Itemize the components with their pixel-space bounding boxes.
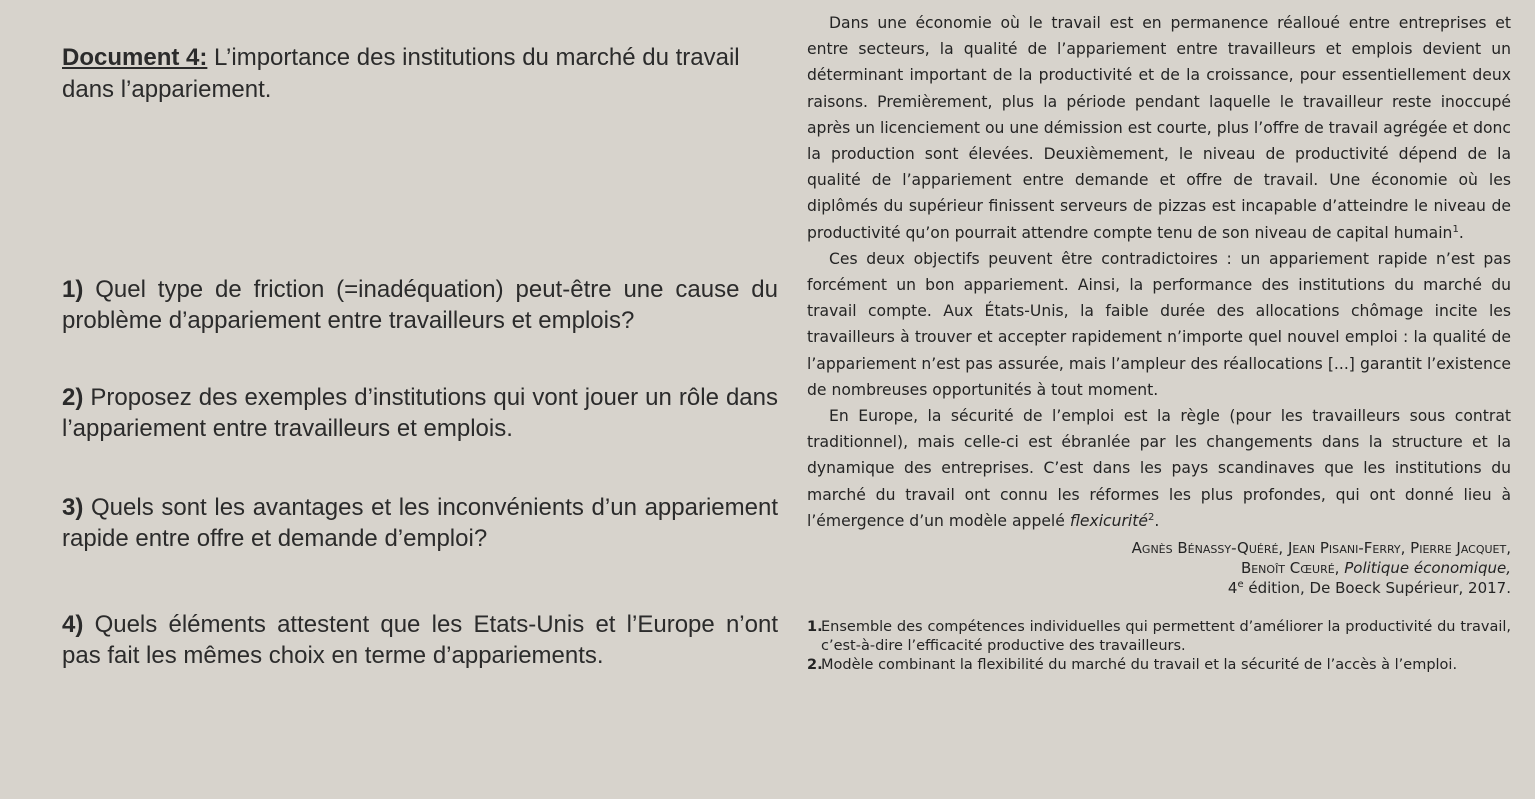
question-number: 1) bbox=[62, 276, 84, 303]
paragraph-text: En Europe, la sécurité de l’emploi est la règle (pour les travailleurs sous contrat traditionnel), mais celle-ci est ébranlée par les changements dans la structure et la dynamique des entreprises. C’est dans les pays scandinaves que les institutions du marché du travail ont connu les réformes les plus profondes, qui ont donné lieu à l’émergence d’un modèle appelé bbox=[807, 407, 1511, 530]
question-2 bbox=[62, 382, 778, 444]
footnote-number: 1. bbox=[807, 619, 823, 636]
paragraph-end: . bbox=[1154, 511, 1160, 530]
citation-book-title: Politique économique, bbox=[1344, 559, 1511, 578]
citation-edition bbox=[807, 578, 1511, 598]
question-text: Quels sont les avantages et les inconvénients d’un appariement rapide entre offre et demande d’emploi? bbox=[62, 494, 778, 552]
citation-book-line bbox=[807, 558, 1511, 578]
footnote-text: Modèle combinant la flexibilité du marché du travail et la sécurité de l’accès à l’emploi. bbox=[821, 657, 1458, 674]
edition-sup: e bbox=[1237, 579, 1244, 591]
question-number: 2) bbox=[62, 384, 84, 411]
question-text: Quel type de friction (=inadéquation) peut-être une cause du problème d’appariement entre travailleurs et emplois? bbox=[62, 276, 778, 334]
footnotes bbox=[807, 618, 1511, 675]
document-title: L’importance des institutions du marché du travail dans l’appariement. bbox=[62, 44, 740, 103]
document-heading bbox=[62, 42, 778, 106]
edition-number: 4 bbox=[1227, 579, 1238, 598]
question-text: Proposez des exemples d’institutions qui vont jouer un rôle dans l’appariement entre travailleurs et emplois. bbox=[62, 384, 778, 442]
citation-authors: Agnès Bénassy-Quéré, Jean Pisani-Ferry, Pierre Jacquet, bbox=[1131, 539, 1511, 558]
article-paragraph-1 bbox=[807, 10, 1511, 246]
footnote-2 bbox=[807, 656, 1511, 675]
document-label: Document 4: bbox=[62, 44, 208, 71]
footnote-1 bbox=[807, 618, 1511, 656]
question-3 bbox=[62, 492, 778, 554]
flexicurity-term: flexicurité bbox=[1069, 511, 1148, 530]
article-column bbox=[807, 10, 1511, 675]
paragraph-end: . bbox=[1458, 223, 1464, 242]
paragraph-text: Dans une économie où le travail est en permanence réalloué entre entreprises et entre secteurs, la qualité de l’appariement entre travailleurs et emplois devient un déterminant important de la productivité et de la croissance, pour essentiellement deux raisons. Premièrement, plus la période pendant laquelle le travailleur reste inoccupé après un licenciement ou une démission est courte, plus l’offre de travail agrégée et donc la production sont élevées. Deuxièmement, le niveau de productivité dépend de la qualité de l’appariement entre demande et offre de travail. Une économie où les diplômés du supérieur finissent serveurs de pizzas est incapable d’atteindre le niveau de productivité qu’on pourrait attendre compte tenu de son niveau de capital humain bbox=[807, 14, 1511, 242]
question-4 bbox=[62, 609, 778, 671]
article-paragraph-2: Ces deux objectifs peuvent être contradictoires : un appariement rapide n’est pas forcément un bon appariement. Ainsi, la performance des institutions du marché du travail compte. Aux États-Unis, la faible durée des allocations chômage incite les travailleurs à trouver et accepter rapidement n’importe quel nouvel emploi : la qualité de l’appariement n’est pas assurée, mais l’ampleur des réallocations [...] garantit l’existence de nombreuses opportunités à tout moment. bbox=[807, 249, 1511, 399]
citation-author: Benoît Cœuré, bbox=[1240, 559, 1345, 578]
question-1 bbox=[62, 274, 778, 336]
article-paragraph-3 bbox=[807, 403, 1511, 534]
edition-text: édition, De Boeck Supérieur, 2017. bbox=[1243, 579, 1511, 598]
question-text: Quels éléments attestent que les Etats-Unis et l’Europe n’ont pas fait les mêmes choix en terme d’appariements. bbox=[62, 611, 778, 669]
citation bbox=[807, 538, 1511, 598]
footnote-text: Ensemble des compétences individuelles qui permettent d’améliorer la productivité du travail, c’est-à-dire l’efficacité productive des travailleurs. bbox=[821, 619, 1511, 655]
footnote-number: 2. bbox=[807, 657, 823, 674]
footnote-ref-2: 2 bbox=[1147, 511, 1155, 523]
footnote-ref-1: 1 bbox=[1452, 223, 1459, 235]
question-number: 4) bbox=[62, 611, 84, 638]
left-column bbox=[62, 42, 778, 669]
question-number: 3) bbox=[62, 494, 84, 521]
